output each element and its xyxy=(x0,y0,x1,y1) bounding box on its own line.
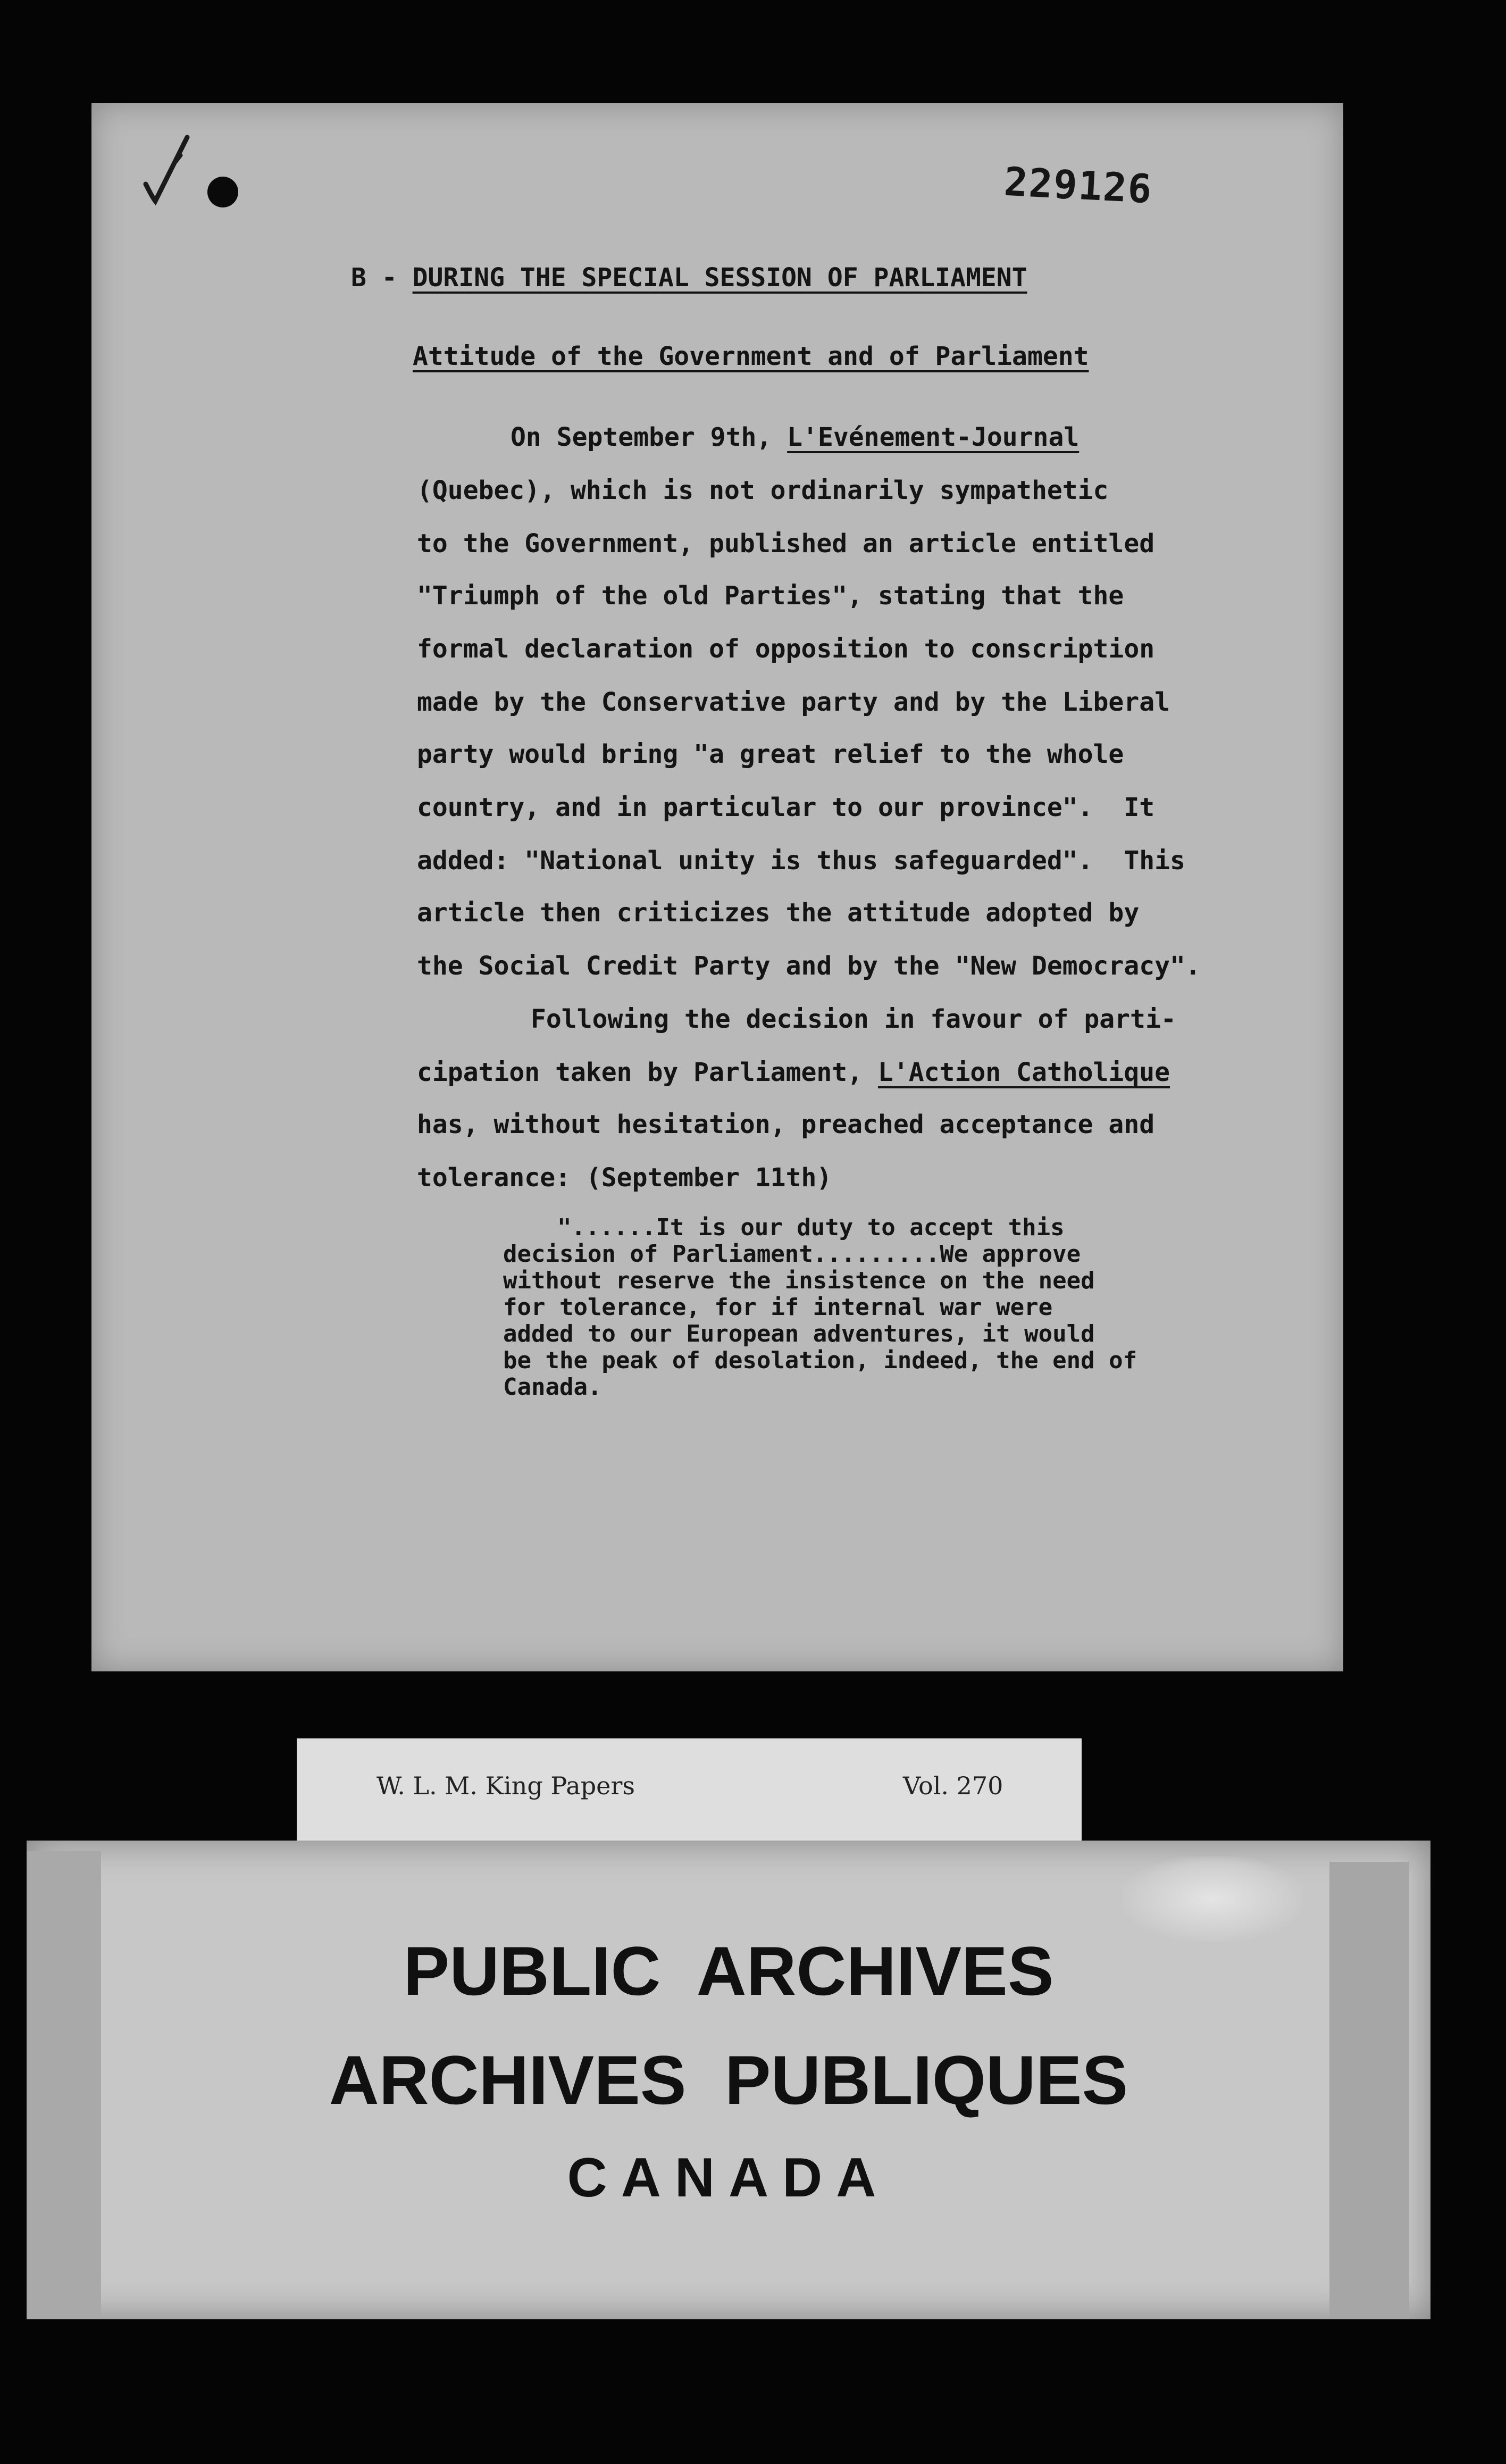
volume-number: Vol. 270 xyxy=(903,1771,1003,1800)
paragraph-1-line-3: to the Government, published an article entitled xyxy=(417,529,1155,559)
punch-hole-dot xyxy=(207,177,238,207)
handwritten-check-mark xyxy=(136,133,195,213)
section-subheading: Attitude of the Government and of Parliament xyxy=(413,342,1089,371)
paragraph-2-line-2-text: cipation taken by Parliament, xyxy=(417,1058,878,1087)
collection-name: W. L. M. King Papers xyxy=(376,1771,635,1800)
paragraph-1-line-1-text: On September 9th, xyxy=(511,422,788,452)
paragraph-1-line-8: country, and in particular to our province". It xyxy=(417,793,1155,822)
quote-line-2: decision of Parliament.........We approve xyxy=(503,1241,1081,1268)
public-archives-card xyxy=(27,1841,1430,2319)
newspaper-title-evenement: L'Evénement-Journal xyxy=(787,422,1080,452)
paragraph-1-line-2: (Quebec), which is not ordinarily sympathetic xyxy=(417,476,1109,505)
newspaper-title-action-catholique: L'Action Catholique xyxy=(877,1058,1170,1087)
document-page xyxy=(91,103,1343,1671)
paragraph-1-line-7: party would bring "a great relief to the whole xyxy=(417,739,1124,769)
paragraph-2-line-4: tolerance: (September 11th) xyxy=(417,1163,832,1193)
card-scuff-mark xyxy=(1122,1857,1303,1942)
heading-title: DURING THE SPECIAL SESSION OF PARLIAMENT xyxy=(412,263,1027,293)
paragraph-1-line-6: made by the Conservative party and by the Liberal xyxy=(417,687,1170,717)
paragraph-2-line-1: Following the decision in favour of parti- xyxy=(531,1004,1176,1034)
quote-line-7: Canada. xyxy=(503,1373,602,1401)
paragraph-1-line-4: "Triumph of the old Parties", stating that the xyxy=(417,581,1124,611)
quote-line-1: "......It is our duty to accept this xyxy=(557,1214,1065,1241)
document-number: 229126 xyxy=(1002,159,1154,213)
paragraph-1-line-11: the Social Credit Party and by the "New Democracy". xyxy=(417,951,1201,981)
archive-title-country: CANADA xyxy=(567,2147,890,2209)
archive-title-french: ARCHIVES PUBLIQUES xyxy=(329,2041,1128,2119)
quote-line-6: be the peak of desolation, indeed, the end of xyxy=(503,1347,1137,1374)
quote-line-5: added to our European adventures, it would xyxy=(503,1320,1095,1347)
quote-line-3: without reserve the insistence on the need xyxy=(503,1267,1095,1294)
quote-line-4: for tolerance, for if internal war were xyxy=(503,1294,1053,1321)
paragraph-1-line-10: article then criticizes the attitude adopted by xyxy=(417,898,1140,928)
collection-label-strip xyxy=(297,1738,1082,1847)
section-heading xyxy=(351,263,1027,293)
heading-prefix: B - xyxy=(351,263,413,293)
paragraph-1-line-1 xyxy=(511,422,1079,452)
archive-title-english: PUBLIC ARCHIVES xyxy=(403,1932,1054,2010)
paragraph-2-line-2 xyxy=(417,1058,1170,1087)
paragraph-1-line-9: added: "National unity is thus safeguarded". This xyxy=(417,846,1185,876)
paragraph-1-line-5: formal declaration of opposition to conscription xyxy=(417,634,1155,664)
paragraph-2-line-3: has, without hesitation, preached acceptance and xyxy=(417,1110,1155,1139)
